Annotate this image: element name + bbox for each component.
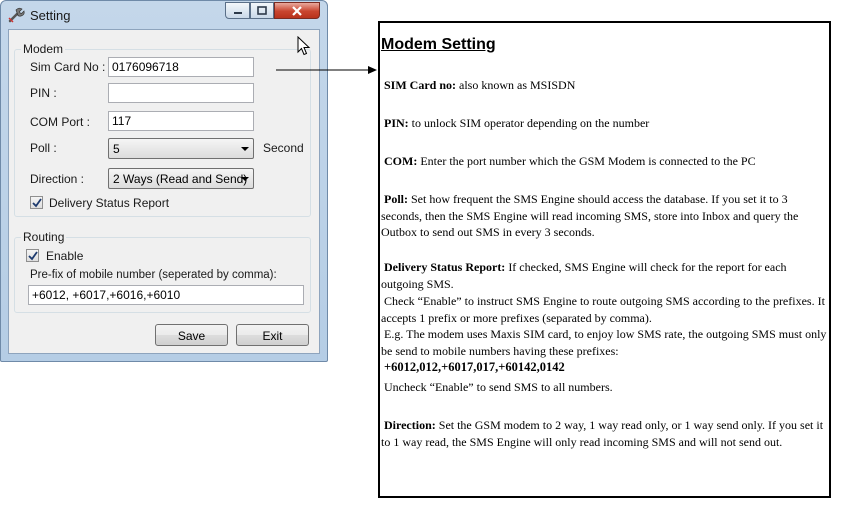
help-poll xyxy=(381,191,827,241)
poll-select-value: 5 xyxy=(113,142,120,156)
minimize-icon xyxy=(233,7,243,15)
help-example xyxy=(381,326,827,359)
help-title: Modem Setting xyxy=(381,36,496,53)
help-sim-term: SIM Card no: xyxy=(384,78,457,92)
exit-button[interactable]: Exit xyxy=(236,324,309,346)
poll-unit-label: Second xyxy=(263,141,304,155)
close-icon xyxy=(291,6,303,16)
help-dsr-text: If checked, SMS Engine will check for the report for each outgoing SMS. xyxy=(381,260,787,291)
help-enable-check xyxy=(381,293,827,326)
prefix-label: Pre-fix of mobile number (seperated by comma): xyxy=(30,269,277,281)
help-com-text: Enter the port number which the GSM Modem is connected to the PC xyxy=(420,154,756,168)
mouse-cursor-icon xyxy=(297,36,311,56)
com-port-label: COM Port : xyxy=(30,115,91,129)
help-eg-text: E.g. The modem uses Maxis SIM card, to enjoy low SMS rate, the outgoing SMS must only be send to mobile numbers having these prefixes: xyxy=(381,327,827,358)
title-bar[interactable] xyxy=(1,1,327,29)
maximize-button[interactable] xyxy=(250,2,274,19)
chevron-down-icon xyxy=(241,177,249,181)
checkmark-icon xyxy=(28,251,38,261)
help-uncheck xyxy=(381,379,827,396)
dialog-client-area xyxy=(8,29,320,354)
prefix-input[interactable] xyxy=(28,285,304,305)
help-delivery xyxy=(381,259,827,292)
save-button[interactable]: Save xyxy=(155,324,228,346)
sim-card-label: Sim Card No : xyxy=(30,60,106,74)
checkmark-icon xyxy=(32,198,42,208)
wrench-icon xyxy=(7,6,25,24)
help-check-text: Check “Enable” to instruct SMS Engine to route outgoing SMS according to the prefixes. It accepts 1 prefix or more prefixes (separated by comma). xyxy=(381,294,825,325)
close-button[interactable] xyxy=(274,2,320,19)
delivery-status-label[interactable]: Delivery Status Report xyxy=(49,196,170,210)
help-panel xyxy=(378,21,831,498)
help-dir-term: Direction: xyxy=(384,418,436,432)
minimize-button[interactable] xyxy=(225,2,250,19)
window-title: Setting xyxy=(30,8,71,23)
direction-label: Direction : xyxy=(30,172,85,186)
pin-label: PIN : xyxy=(30,86,57,100)
help-pin-term: PIN: xyxy=(384,116,409,130)
help-sim-card xyxy=(384,77,830,94)
maximize-icon xyxy=(257,6,267,15)
com-port-input[interactable] xyxy=(108,111,254,131)
help-prefix-example: +6012,012,+6017,017,+60142,0142 xyxy=(384,360,565,374)
help-com xyxy=(384,153,830,170)
help-poll-term: Poll: xyxy=(384,192,408,206)
direction-select[interactable] xyxy=(108,168,254,189)
direction-select-value: 2 Ways (Read and Send) xyxy=(113,172,248,186)
help-pin-text: to unlock SIM operator depending on the number xyxy=(411,116,650,130)
poll-label: Poll : xyxy=(30,141,57,155)
help-poll-text: Set how frequent the SMS Engine should access the database. If you set it to 3 seconds, then the SMS Engine will read incoming SMS, store into Inbox and query the Outbox to send out SMS in every 3 seconds. xyxy=(381,192,799,239)
pin-input[interactable] xyxy=(108,83,254,103)
settings-window xyxy=(0,0,328,362)
help-sim-text: also known as MSISDN xyxy=(459,78,576,92)
help-dir-text: Set the GSM modem to 2 way, 1 way read only, or 1 way send only. If you set it to 1 way read, the SMS Engine will only read incoming SMS and will not send out. xyxy=(381,418,824,449)
help-pin xyxy=(384,115,830,132)
sim-card-input[interactable] xyxy=(108,57,254,77)
help-com-term: COM: xyxy=(384,154,418,168)
poll-select[interactable] xyxy=(108,138,254,159)
help-uncheck-text: Uncheck “Enable” to send SMS to all numbers. xyxy=(384,380,613,394)
delivery-status-checkbox[interactable] xyxy=(30,196,43,209)
help-direction xyxy=(381,417,827,450)
help-dsr-term: Delivery Status Report: xyxy=(384,260,506,274)
chevron-down-icon xyxy=(241,147,249,151)
modem-group-label: Modem xyxy=(23,42,64,56)
enable-routing-checkbox[interactable] xyxy=(26,249,39,262)
enable-routing-label[interactable]: Enable xyxy=(46,249,84,263)
routing-group-label: Routing xyxy=(23,230,65,244)
